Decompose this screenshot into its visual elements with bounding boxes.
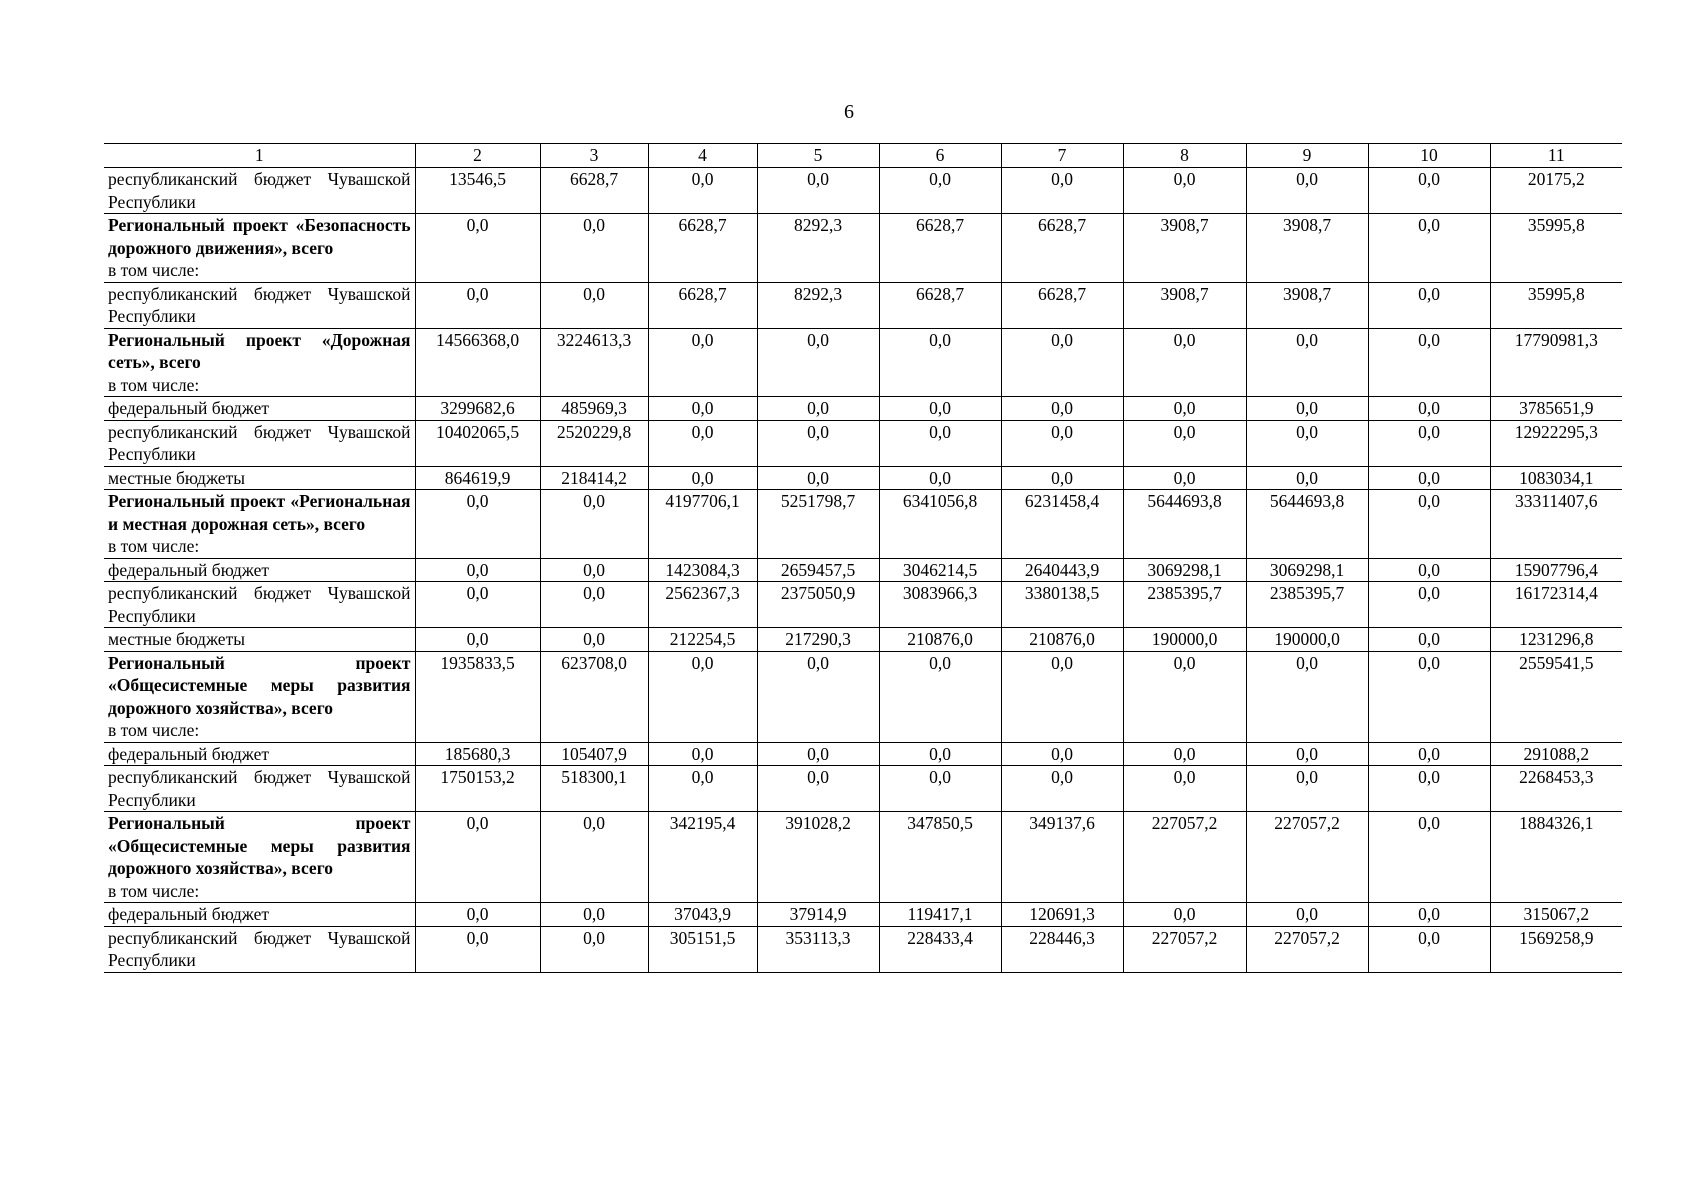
value-cell: 0,0 bbox=[1368, 742, 1490, 766]
column-number: 1 bbox=[104, 144, 415, 168]
budget-table bbox=[104, 143, 1622, 973]
value-cell: 0,0 bbox=[1368, 558, 1490, 582]
value-cell: 0,0 bbox=[879, 651, 1001, 742]
value-cell: 0,0 bbox=[1246, 651, 1368, 742]
value-cell: 6628,7 bbox=[879, 214, 1001, 283]
value-cell: 0,0 bbox=[757, 328, 879, 397]
value-cell: 185680,3 bbox=[415, 742, 540, 766]
value-cell: 5251798,7 bbox=[757, 490, 879, 559]
value-cell: 14566368,0 bbox=[415, 328, 540, 397]
value-cell: 0,0 bbox=[1246, 742, 1368, 766]
value-cell: 0,0 bbox=[415, 490, 540, 559]
value-cell: 8292,3 bbox=[757, 282, 879, 328]
value-cell: 6341056,8 bbox=[879, 490, 1001, 559]
project-title: Региональный проект «Общесистемные меры развития дорожного хозяйства», всего bbox=[108, 813, 411, 878]
row-label-cell bbox=[104, 466, 415, 490]
value-cell: 0,0 bbox=[1246, 397, 1368, 421]
value-cell: 0,0 bbox=[1123, 766, 1246, 812]
value-cell: 0,0 bbox=[1368, 628, 1490, 652]
value-cell: 0,0 bbox=[1001, 328, 1123, 397]
budget-source-label: республиканский бюджет Чувашской Республики bbox=[108, 421, 411, 464]
value-cell: 349137,6 bbox=[1001, 812, 1123, 903]
value-cell: 0,0 bbox=[1368, 812, 1490, 903]
value-cell: 0,0 bbox=[415, 214, 540, 283]
budget-source-row bbox=[104, 282, 1622, 328]
value-cell: 0,0 bbox=[540, 582, 648, 628]
value-cell: 20175,2 bbox=[1490, 168, 1622, 214]
budget-source-label: федеральный бюджет bbox=[108, 743, 270, 764]
row-label-cell bbox=[104, 766, 415, 812]
value-cell: 212254,5 bbox=[648, 628, 757, 652]
value-cell: 0,0 bbox=[757, 742, 879, 766]
value-cell: 305151,5 bbox=[648, 926, 757, 972]
header-row bbox=[104, 144, 1622, 168]
value-cell: 0,0 bbox=[1001, 651, 1123, 742]
row-label-cell bbox=[104, 926, 415, 972]
value-cell: 0,0 bbox=[1368, 466, 1490, 490]
value-cell: 0,0 bbox=[1246, 903, 1368, 927]
value-cell: 0,0 bbox=[1001, 466, 1123, 490]
value-cell: 0,0 bbox=[1368, 282, 1490, 328]
value-cell: 13546,5 bbox=[415, 168, 540, 214]
value-cell: 0,0 bbox=[415, 282, 540, 328]
value-cell: 217290,3 bbox=[757, 628, 879, 652]
budget-source-label: республиканский бюджет Чувашской Республики bbox=[108, 169, 411, 212]
value-cell: 2268453,3 bbox=[1490, 766, 1622, 812]
table-body bbox=[104, 168, 1622, 973]
value-cell: 0,0 bbox=[648, 466, 757, 490]
budget-source-label: республиканский бюджет Чувашской Республики bbox=[108, 927, 411, 970]
value-cell: 37914,9 bbox=[757, 903, 879, 927]
row-label-cell bbox=[104, 582, 415, 628]
budget-source-row bbox=[104, 628, 1622, 652]
value-cell: 342195,4 bbox=[648, 812, 757, 903]
value-cell: 1569258,9 bbox=[1490, 926, 1622, 972]
value-cell: 6628,7 bbox=[1001, 214, 1123, 283]
value-cell: 0,0 bbox=[879, 742, 1001, 766]
project-total-row bbox=[104, 812, 1622, 903]
value-cell: 1884326,1 bbox=[1490, 812, 1622, 903]
project-total-row bbox=[104, 214, 1622, 283]
value-cell: 3908,7 bbox=[1123, 282, 1246, 328]
value-cell: 0,0 bbox=[757, 466, 879, 490]
row-label-cell bbox=[104, 558, 415, 582]
value-cell: 0,0 bbox=[1368, 926, 1490, 972]
budget-source-label: местные бюджеты bbox=[108, 629, 245, 649]
value-cell: 315067,2 bbox=[1490, 903, 1622, 927]
value-cell: 2385395,7 bbox=[1246, 582, 1368, 628]
value-cell: 0,0 bbox=[757, 651, 879, 742]
value-cell: 623708,0 bbox=[540, 651, 648, 742]
including-note: в том числе: bbox=[108, 536, 200, 556]
value-cell: 0,0 bbox=[648, 742, 757, 766]
value-cell: 3069298,1 bbox=[1123, 558, 1246, 582]
value-cell: 0,0 bbox=[415, 926, 540, 972]
value-cell: 864619,9 bbox=[415, 466, 540, 490]
value-cell: 33311407,6 bbox=[1490, 490, 1622, 559]
value-cell: 0,0 bbox=[648, 766, 757, 812]
value-cell: 0,0 bbox=[879, 420, 1001, 466]
column-number: 9 bbox=[1246, 144, 1368, 168]
value-cell: 4197706,1 bbox=[648, 490, 757, 559]
value-cell: 0,0 bbox=[648, 397, 757, 421]
column-number: 5 bbox=[757, 144, 879, 168]
value-cell: 353113,3 bbox=[757, 926, 879, 972]
value-cell: 0,0 bbox=[1123, 328, 1246, 397]
value-cell: 347850,5 bbox=[879, 812, 1001, 903]
value-cell: 0,0 bbox=[1368, 397, 1490, 421]
value-cell: 2659457,5 bbox=[757, 558, 879, 582]
row-label-cell bbox=[104, 282, 415, 328]
value-cell: 0,0 bbox=[1368, 903, 1490, 927]
value-cell: 3380138,5 bbox=[1001, 582, 1123, 628]
value-cell: 0,0 bbox=[540, 282, 648, 328]
value-cell: 3785651,9 bbox=[1490, 397, 1622, 421]
budget-source-row bbox=[104, 742, 1622, 766]
row-label-cell bbox=[104, 168, 415, 214]
value-cell: 6628,7 bbox=[648, 282, 757, 328]
including-note: в том числе: bbox=[108, 374, 200, 395]
value-cell: 0,0 bbox=[540, 903, 648, 927]
value-cell: 0,0 bbox=[540, 812, 648, 903]
value-cell: 210876,0 bbox=[879, 628, 1001, 652]
value-cell: 2559541,5 bbox=[1490, 651, 1622, 742]
row-label-cell bbox=[104, 397, 415, 421]
value-cell: 0,0 bbox=[1368, 766, 1490, 812]
value-cell: 3069298,1 bbox=[1246, 558, 1368, 582]
value-cell: 5644693,8 bbox=[1123, 490, 1246, 559]
value-cell: 0,0 bbox=[415, 903, 540, 927]
value-cell: 228433,4 bbox=[879, 926, 1001, 972]
column-number: 8 bbox=[1123, 144, 1246, 168]
column-number: 3 bbox=[540, 144, 648, 168]
value-cell: 0,0 bbox=[879, 766, 1001, 812]
budget-source-label: местные бюджеты bbox=[108, 467, 245, 488]
budget-source-label: федеральный бюджет bbox=[108, 398, 270, 418]
budget-source-label: республиканский бюджет Чувашской Республики bbox=[108, 767, 411, 810]
budget-source-row bbox=[104, 582, 1622, 628]
column-number: 6 bbox=[879, 144, 1001, 168]
value-cell: 5644693,8 bbox=[1246, 490, 1368, 559]
project-title: Региональный проект «Безопасность дорожного движения», всего bbox=[108, 215, 411, 258]
value-cell: 16172314,4 bbox=[1490, 582, 1622, 628]
column-number: 4 bbox=[648, 144, 757, 168]
row-label-cell bbox=[104, 651, 415, 742]
column-number: 2 bbox=[415, 144, 540, 168]
value-cell: 1083034,1 bbox=[1490, 466, 1622, 490]
value-cell: 0,0 bbox=[1368, 328, 1490, 397]
value-cell: 2640443,9 bbox=[1001, 558, 1123, 582]
value-cell: 6628,7 bbox=[1001, 282, 1123, 328]
budget-source-row bbox=[104, 168, 1622, 214]
budget-source-row bbox=[104, 926, 1622, 972]
column-number: 10 bbox=[1368, 144, 1490, 168]
budget-source-row bbox=[104, 903, 1622, 927]
value-cell: 227057,2 bbox=[1246, 812, 1368, 903]
value-cell: 0,0 bbox=[1123, 168, 1246, 214]
value-cell: 6628,7 bbox=[540, 168, 648, 214]
value-cell: 0,0 bbox=[879, 466, 1001, 490]
value-cell: 12922295,3 bbox=[1490, 420, 1622, 466]
value-cell: 0,0 bbox=[1123, 742, 1246, 766]
value-cell: 0,0 bbox=[1001, 742, 1123, 766]
value-cell: 0,0 bbox=[1246, 168, 1368, 214]
including-note: в том числе: bbox=[108, 260, 200, 280]
value-cell: 2562367,3 bbox=[648, 582, 757, 628]
budget-source-row bbox=[104, 558, 1622, 582]
value-cell: 0,0 bbox=[1368, 651, 1490, 742]
value-cell: 0,0 bbox=[1246, 466, 1368, 490]
value-cell: 391028,2 bbox=[757, 812, 879, 903]
value-cell: 1935833,5 bbox=[415, 651, 540, 742]
page-number: 6 bbox=[844, 101, 854, 123]
budget-source-label: федеральный бюджет bbox=[108, 559, 270, 580]
project-total-row bbox=[104, 490, 1622, 559]
project-title: Региональный проект «Общесистемные меры развития дорожного хозяйства», всего bbox=[108, 652, 411, 718]
value-cell: 291088,2 bbox=[1490, 742, 1622, 766]
value-cell: 0,0 bbox=[757, 397, 879, 421]
budget-source-label: федеральный бюджет bbox=[108, 904, 270, 924]
value-cell: 37043,9 bbox=[648, 903, 757, 927]
value-cell: 0,0 bbox=[1368, 420, 1490, 466]
value-cell: 0,0 bbox=[1001, 397, 1123, 421]
value-cell: 0,0 bbox=[757, 766, 879, 812]
value-cell: 0,0 bbox=[1123, 651, 1246, 742]
value-cell: 227057,2 bbox=[1246, 926, 1368, 972]
row-label-cell bbox=[104, 742, 415, 766]
value-cell: 227057,2 bbox=[1123, 926, 1246, 972]
value-cell: 0,0 bbox=[1123, 397, 1246, 421]
budget-source-label: республиканский бюджет Чувашской Республики bbox=[108, 283, 411, 326]
value-cell: 35995,8 bbox=[1490, 214, 1622, 283]
value-cell: 0,0 bbox=[648, 420, 757, 466]
value-cell: 0,0 bbox=[879, 168, 1001, 214]
value-cell: 3908,7 bbox=[1246, 214, 1368, 283]
value-cell: 1423084,3 bbox=[648, 558, 757, 582]
value-cell: 485969,3 bbox=[540, 397, 648, 421]
including-note: в том числе: bbox=[108, 720, 200, 740]
value-cell: 3908,7 bbox=[1246, 282, 1368, 328]
value-cell: 0,0 bbox=[1368, 582, 1490, 628]
value-cell: 0,0 bbox=[1368, 168, 1490, 214]
budget-source-row bbox=[104, 397, 1622, 421]
budget-source-row bbox=[104, 766, 1622, 812]
value-cell: 0,0 bbox=[1001, 766, 1123, 812]
value-cell: 10402065,5 bbox=[415, 420, 540, 466]
value-cell: 0,0 bbox=[1123, 466, 1246, 490]
value-cell: 0,0 bbox=[1001, 168, 1123, 214]
value-cell: 0,0 bbox=[1368, 490, 1490, 559]
value-cell: 0,0 bbox=[1123, 903, 1246, 927]
value-cell: 6628,7 bbox=[648, 214, 757, 283]
value-cell: 518300,1 bbox=[540, 766, 648, 812]
row-label-cell bbox=[104, 628, 415, 652]
project-total-row bbox=[104, 651, 1622, 742]
value-cell: 0,0 bbox=[757, 168, 879, 214]
row-label-cell bbox=[104, 328, 415, 397]
project-title: Региональный проект «Региональная и местная дорожная сеть», всего bbox=[108, 491, 411, 534]
value-cell: 0,0 bbox=[1246, 328, 1368, 397]
row-label-cell bbox=[104, 812, 415, 903]
budget-source-row bbox=[104, 466, 1622, 490]
value-cell: 120691,3 bbox=[1001, 903, 1123, 927]
value-cell: 2385395,7 bbox=[1123, 582, 1246, 628]
column-number: 11 bbox=[1490, 144, 1622, 168]
value-cell: 3046214,5 bbox=[879, 558, 1001, 582]
value-cell: 6231458,4 bbox=[1001, 490, 1123, 559]
row-label-cell bbox=[104, 903, 415, 927]
row-label-cell bbox=[104, 490, 415, 559]
value-cell: 0,0 bbox=[540, 926, 648, 972]
value-cell: 190000,0 bbox=[1123, 628, 1246, 652]
value-cell: 0,0 bbox=[540, 214, 648, 283]
value-cell: 17790981,3 bbox=[1490, 328, 1622, 397]
value-cell: 0,0 bbox=[540, 490, 648, 559]
budget-source-row bbox=[104, 420, 1622, 466]
value-cell: 210876,0 bbox=[1001, 628, 1123, 652]
value-cell: 0,0 bbox=[540, 558, 648, 582]
value-cell: 0,0 bbox=[1123, 420, 1246, 466]
value-cell: 228446,3 bbox=[1001, 926, 1123, 972]
value-cell: 0,0 bbox=[1246, 420, 1368, 466]
value-cell: 218414,2 bbox=[540, 466, 648, 490]
value-cell: 2520229,8 bbox=[540, 420, 648, 466]
value-cell: 0,0 bbox=[415, 628, 540, 652]
value-cell: 1231296,8 bbox=[1490, 628, 1622, 652]
value-cell: 3299682,6 bbox=[415, 397, 540, 421]
value-cell: 227057,2 bbox=[1123, 812, 1246, 903]
value-cell: 0,0 bbox=[648, 328, 757, 397]
row-label-cell bbox=[104, 214, 415, 283]
value-cell: 35995,8 bbox=[1490, 282, 1622, 328]
value-cell: 3224613,3 bbox=[540, 328, 648, 397]
value-cell: 105407,9 bbox=[540, 742, 648, 766]
value-cell: 0,0 bbox=[879, 397, 1001, 421]
value-cell: 6628,7 bbox=[879, 282, 1001, 328]
value-cell: 15907796,4 bbox=[1490, 558, 1622, 582]
value-cell: 8292,3 bbox=[757, 214, 879, 283]
value-cell: 3083966,3 bbox=[879, 582, 1001, 628]
including-note: в том числе: bbox=[108, 880, 200, 901]
value-cell: 0,0 bbox=[879, 328, 1001, 397]
value-cell: 0,0 bbox=[415, 558, 540, 582]
budget-source-label: республиканский бюджет Чувашской Республики bbox=[108, 583, 411, 626]
value-cell: 0,0 bbox=[415, 812, 540, 903]
project-total-row bbox=[104, 328, 1622, 397]
value-cell: 0,0 bbox=[757, 420, 879, 466]
row-label-cell bbox=[104, 420, 415, 466]
value-cell: 119417,1 bbox=[879, 903, 1001, 927]
value-cell: 0,0 bbox=[648, 651, 757, 742]
value-cell: 2375050,9 bbox=[757, 582, 879, 628]
value-cell: 0,0 bbox=[415, 582, 540, 628]
value-cell: 1750153,2 bbox=[415, 766, 540, 812]
value-cell: 0,0 bbox=[648, 168, 757, 214]
value-cell: 190000,0 bbox=[1246, 628, 1368, 652]
value-cell: 0,0 bbox=[540, 628, 648, 652]
project-title: Региональный проект «Дорожная сеть», всего bbox=[108, 329, 411, 372]
column-number: 7 bbox=[1001, 144, 1123, 168]
value-cell: 0,0 bbox=[1001, 420, 1123, 466]
value-cell: 3908,7 bbox=[1123, 214, 1246, 283]
value-cell: 0,0 bbox=[1246, 766, 1368, 812]
value-cell: 0,0 bbox=[1368, 214, 1490, 283]
